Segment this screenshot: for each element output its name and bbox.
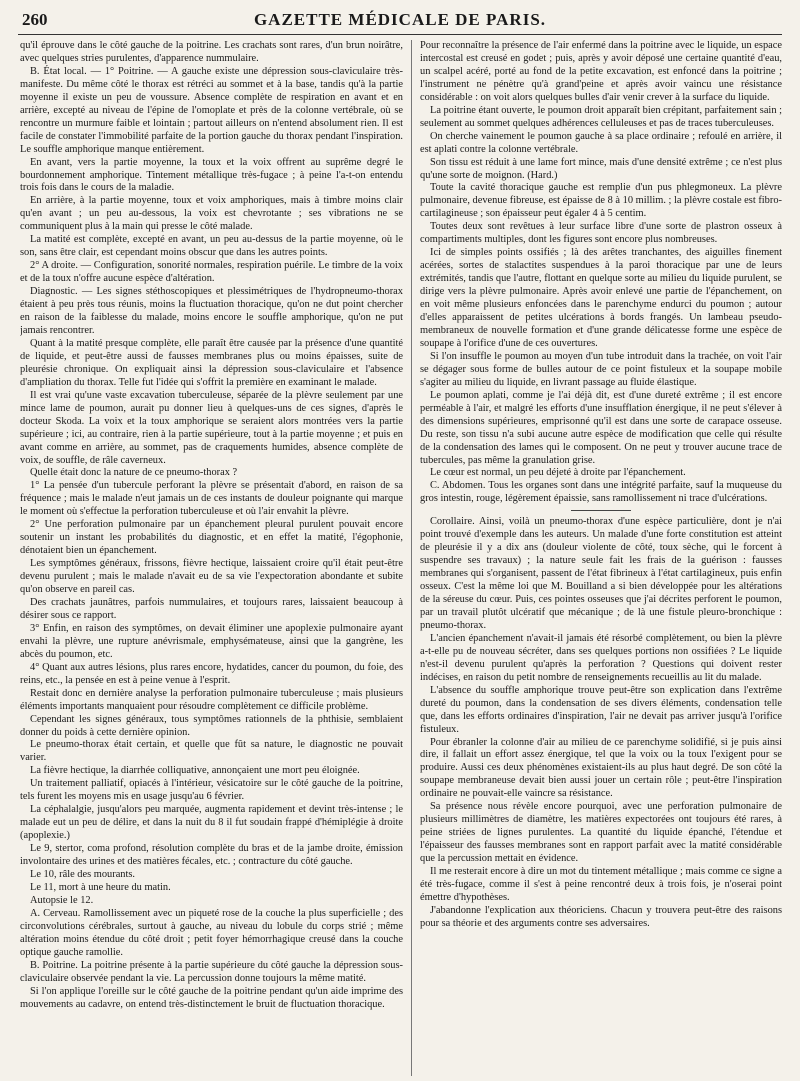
paragraph: Quelle était donc la nature de ce pneumo-thorax ? — [30, 467, 238, 479]
column-divider — [411, 40, 412, 1076]
paragraph: Quant à la matité presque complète, elle paraît être causée par la présence d'une quantité de liquide, et peut-être aussi de fausses membranes plus ou moins épaisses, suite de pleurésie chronique. On expliquait ainsi la dépression sous-claviculaire et l'absence d'ampliation du thorax. Telle fut l'idée qui s'offrit la première en examinant le malade. — [20, 337, 403, 388]
paragraph: 4° Quant aux autres lésions, plus rares encore, hydatides, cancer du poumon, du foie, des reins, etc., la pensée en est à peine venue à l'esprit. — [20, 661, 403, 686]
paragraph: Le 10, râle des mourants. — [30, 869, 136, 880]
paragraph: C. Abdomen. Tous les organes sont dans une intégrité parfaite, sauf la muqueuse du gros intestin, rouge, légèrement épaissie, sans ramollissement ni trace d'ulcérations. — [420, 480, 782, 505]
paragraph: Si l'on insuffle le poumon au moyen d'un tube introduit dans la trachée, on voit l'air se dégager sous forme de bulles autour de ce point fistuleux et la soupape mobile s'agiter au milieu du liquide, en livrant passage au fluide élastique. — [420, 350, 782, 388]
paragraph: Les symptômes généraux, frissons, fièvre hectique, laissaient croire qu'il était peut-être devenu purulent ; mais le malade n'avait eu de sa vie l'expectoration abondante et subite qu'on observe en pareil cas. — [20, 558, 403, 596]
paragraph: Restait donc en dernière analyse la perforation pulmonaire tuberculeuse ; mais plusieurs éléments importants manquaient pour résoudre complètement ce difficile problème. — [20, 687, 403, 712]
paragraph: L'absence du souffle amphorique trouve peut-être son explication dans l'extrême dureté du poumon, dans la condensation de ses divers éléments, condensation telle que, dans les efforts ordinaires d'inspiration, l'air ne devait pas arriver jusqu'à l'orifice fistuleux. — [420, 684, 782, 735]
paragraph: La fièvre hectique, la diarrhée colliquative, annonçaient une mort peu éloignée. — [30, 765, 360, 777]
paragraph: qu'il éprouve dans le côté gauche de la poitrine. Les crachats sont rares, d'un brun noirâtre, avec quelques stries purulentes, d'apparence nummulaire. — [20, 40, 403, 64]
right-column — [420, 40, 782, 1076]
paragraph: Son tissu est réduit à une lame fort mince, mais d'une densité extrême ; ce n'est plus qu'une sorte de moignon. (Hard.) — [420, 156, 782, 181]
paragraph: Le poumon aplati, comme je l'ai déjà dit, est d'une dureté extrême ; il est encore perméable à l'air, et malgré les efforts d'une insufflation énergique, il ne peut s'élever à des dimensions supérieures, emprisonné qu'il est dans une sorte de carapace osseuse. Du reste, son tissu n'a subi aucune autre espèce de modification que celle qui résulte de la condensation des lames qui le composent. On ne peut y trouver aucune trace de tubercules, pas même la granulation grise. — [420, 389, 782, 466]
paragraph: Si l'on applique l'oreille sur le côté gauche de la poitrine pendant qu'un aide imprime des mouvements au cadavre, on entend très-distinctement le bruit de fluctuation thoracique. — [20, 985, 403, 1010]
paragraph: 1° La pensée d'un tubercule perforant la plèvre se présentait d'abord, en raison de sa fréquence ; mais le malade n'eut jamais un de ces instants de douleur poignante qui marque le moment où s'effectue la perforation tuberculeuse et où l'air envahit la plèvre. — [20, 480, 403, 518]
paragraph: On cherche vainement le poumon gauche à sa place ordinaire ; refoulé en arrière, il est aplati contre la colonne vertébrale. — [420, 130, 782, 155]
paragraph: Un traitement palliatif, opiacés à l'intérieur, vésicatoire sur le côté gauche de la poitrine, tels furent les moyens mis en usage jusqu'au 6 février. — [20, 778, 403, 803]
paragraph: B. Poitrine. La poitrine présente à la partie supérieure du côté gauche la dépression sous-claviculaire observée pendant la vie. La percussion donne toujours la même matité. — [20, 959, 403, 984]
page-header — [18, 8, 782, 35]
paragraph: Diagnostic. — Les signes stéthoscopiques et plessimétriques de l'hydropneumo-thorax étaient à peu près tous réunis, moins la fluctuation thoracique, qu'on ne dut point chercher en raison de la faiblesse du malade, moins encore le souffle amphorique, qu'on ne put jamais rencontrer. — [20, 286, 403, 336]
page-number: 260 — [22, 10, 48, 29]
paragraph: Corollaire. Ainsi, voilà un pneumo-thorax d'une espèce particulière, dont je n'ai point trouvé d'exemple dans les auteurs. Un malade d'une forte constitution est atteint de pleurésie il y a dix ans (douleur violente de côté, toux sèche, qui le forcent à suspendre ses travaux) ; la nature seule fait les frais de la guérison : fausses membranes qui s'organisent, passent de l'état fibrineux à l'état cartilagineux, puis enfin osseux. C'est la même loi que M. Bouilland a si bien développée pour les altérations de la séreuse du cœur. Puis, ces pointes osseuses que j'ai décrites perforent le poumon, par un travail plutôt ulcératif que mécanique ; de là une fistule pleuro-bronchique : pneumo-thorax. — [420, 516, 782, 631]
paragraph: La matité est complète, excepté en avant, un peu au-dessus de la partie moyenne, où le son, sans être clair, est cependant moins obscur que dans les autres points. — [20, 234, 403, 259]
paragraph: L'ancien épanchement n'avait-il jamais été résorbé complètement, ou bien la plèvre a-t-elle pu de nouveau sécréter, dans ses quelques portions non ossifiées ? Le liquide n'est-il devenu purulent qu'après la perforation ? Questions qui doivent rester indécises, en raison du petit nombre de renseignements recueillis au lit du malade. — [420, 632, 782, 683]
paragraph: Le 11, mort à une heure du matin. — [30, 881, 171, 893]
left-column — [20, 40, 403, 1076]
journal-title: GAZETTE MÉDICALE DE PARIS. — [253, 10, 547, 29]
paragraph: Ici de simples points ossifiés ; là des arêtes tranchantes, des aiguilles finement acérées, sortes de stalactites suspendues à la paroi thoracique par une de leurs extrémités, tandis que l'autre, flottant en quelque sorte au milieu du liquide purulent, se dirige vers la plèvre pulmonaire. Après avoir enlevé une partie de l'épanchement, on en voit même plusieurs enfoncées dans le parenchyme endurci du poumon ; autour d'elles apparaissent de petites ulcérations à bords frangés. Un lambeau pseudo-membraneux de nouvelle formation et d'une grande délicatesse forme une espèce de soupape à l'orifice d'une de ces ouvertures. — [420, 247, 782, 349]
section-separator — [571, 510, 631, 511]
paragraph: Il est vrai qu'une vaste excavation tuberculeuse, séparée de la plèvre seulement par une mince lame de poumon, aurait pu donner lieu à quelques-uns de ces signes, d'après le docteur Skoda. La voix et la toux amphorique se seraient alors montrées vers la partie supérieure ; ici, au contraire, rien à la partie supérieure, tout à la partie moyenne ; et puis en avant comme en arrière, au sommet, pas de craquements humides, absence complète de voix, de souffle, de râle caverneux. — [20, 389, 403, 466]
paragraph: Le cœur est normal, un peu déjeté à droite par l'épanchement. — [430, 467, 686, 479]
paragraph: J'abandonne l'explication aux théoriciens. Chacun y trouvera peut-être des raisons pour sa théorie et des arguments contre ses adversaires. — [420, 904, 782, 929]
paragraph: Le 9, stertor, coma profond, résolution complète du bras et de la jambe droite, émission involontaire des urines et des matières fécales, etc. ; contracture du côté gauche. — [20, 843, 403, 868]
paragraph: Le pneumo-thorax était certain, et quelle que fût sa nature, le diagnostic ne pouvait varier. — [20, 739, 403, 764]
paragraph: La céphalalgie, jusqu'alors peu marquée, augmenta rapidement et devint très-intense ; le malade eut un peu de délire, et dans la nuit du 8 il fut soudain frappé d'hémiplégie à droite (apoplexie.) — [20, 804, 403, 842]
paragraph: Cependant les signes généraux, tous symptômes rationnels de la phthisie, semblaient donner du poids à cette dernière opinion. — [20, 713, 403, 738]
paragraph: 2° A droite. — Configuration, sonorité normales, respiration puérile. Le timbre de la voix et de la toux n'offre aucune espèce d'altération. — [20, 260, 403, 285]
paragraph: Toute la cavité thoracique gauche est remplie d'un pus phlegmoneux. La plèvre pulmonaire, devenue fibreuse, est épaisse de 8 à 10 millim. ; la plèvre costale est fibro-cartilagineuse ; son épaisseur peut égaler 4 à 5 centim. — [420, 182, 782, 220]
paragraph: Des crachats jaunâtres, parfois nummulaires, et toujours rares, laissaient beaucoup à désirer sous ce rapport. — [20, 596, 403, 621]
paragraph: Pour ébranler la colonne d'air au milieu de ce parenchyme solidifié, si je puis ainsi dire, il fallait un effort assez énergique, tel que la voix ou la toux l'exigent pour se produire. Aussi ces deux phénomènes existaient-ils au plus haut degré. De son côté la soupape membraneuse devait bien aussi jouer un certain rôle ; peut-être l'inspiration ordinaire ne pouvait-elle vaincre sa résistance. — [420, 736, 782, 800]
paragraph: 2° Une perforation pulmonaire par un épanchement pleural purulent pouvait encore soutenir un instant les probabilités du diagnostic, et en effet la matité, l'égophonie, dénotaient bien un épanchement. — [20, 519, 403, 557]
paragraph: En avant, vers la partie moyenne, la toux et la voix offrent au suprême degré le bourdonnement amphorique. Tintement métallique très-fugace ; à peine l'a-t-on entendu trois fois dans le cours de la maladie. — [20, 156, 403, 194]
paragraph: Il me resterait encore à dire un mot du tintement métallique ; mais comme ce signe a été très-fugace, comme il s'est à peine rencontré deux à trois fois, je n'oserai point émettre d'hypothèses. — [420, 866, 782, 903]
paragraph: 3° Enfin, en raison des symptômes, on devait éliminer une apoplexie pulmonaire ayant envahi la plèvre, une rupture anévrismale, emphysémateuse, ainsi que la gangrène, les abcès du poumon, etc. — [20, 622, 403, 660]
paragraph: En arrière, à la partie moyenne, toux et voix amphoriques, mais à timbre moins clair qu'en avant ; un peu au-dessous, la voix est chevrotante ; ses vibrations ne se communiquent plus à la main qui presse le côté malade. — [20, 195, 403, 233]
paragraph: La poitrine étant ouverte, le poumon droit apparaît bien crépitant, parfaitement sain ; seulement au sommet quelques adhérences celluleuses et pas de traces tuberculeuses. — [420, 104, 782, 129]
paragraph: Pour reconnaître la présence de l'air enfermé dans la poitrine avec le liquide, un espace intercostal est creusé en godet ; puis, après y avoir déposé une certaine quantité d'eau, un scalpel acéré, porté au fond de la petite excavation, est enfoncé dans la poitrine ; l'instrument ne pénètre qu'à grand'peine et après avoir vaincu une résistance considérable : on voit alors quelques bulles d'air venir crever à la surface du liquide. — [420, 40, 782, 103]
paragraph: Autopsie le 12. — [30, 894, 94, 906]
paragraph: B. État local. — 1° Poitrine. — A gauche existe une dépression sous-claviculaire très-manifeste. Du même côté le thorax est rétréci au sommet et à la base, tandis qu'à la partie moyenne il existe un peu de voussure. Absence complète de respiration en avant et en arrière, excepté au niveau de l'épine de l'omoplate et près de la colonne vertébrale, où se rencontre un murmure faible et lointain ; partout ailleurs on n'entend absolument rien. Il est facile de constater l'immobilité parfaite de la portion gauche du thorax pendant l'inspiration. Le souffle amphorique manque entièrement. — [20, 65, 403, 155]
paragraph: Toutes deux sont revêtues à leur surface libre d'une sorte de plastron osseux à compartiments multiples, dont les figures sont encore plus nombreuses. — [420, 221, 782, 246]
paragraph: Sa présence nous révèle encore pourquoi, avec une perforation pulmonaire de plusieurs millimètres de diamètre, les matières expectorées ont toujours été rares, à peine striées de lignes purulentes. La quantité du liquide épanché, l'étendue et l'épaisseur des fausses membranes sont en rapport parfait avec la matité considérable que la percussion mettait en évidence. — [420, 801, 782, 865]
paragraph: A. Cerveau. Ramollissement avec un piqueté rose de la couche la plus superficielle ; des circonvolutions cérébrales, surtout à gauche, au niveau du lobule du corps strié ; même altération moins étendue du côté droit ; petit foyer hémorrhagique creusé dans la couche optique gauche ramollie. — [20, 907, 403, 958]
